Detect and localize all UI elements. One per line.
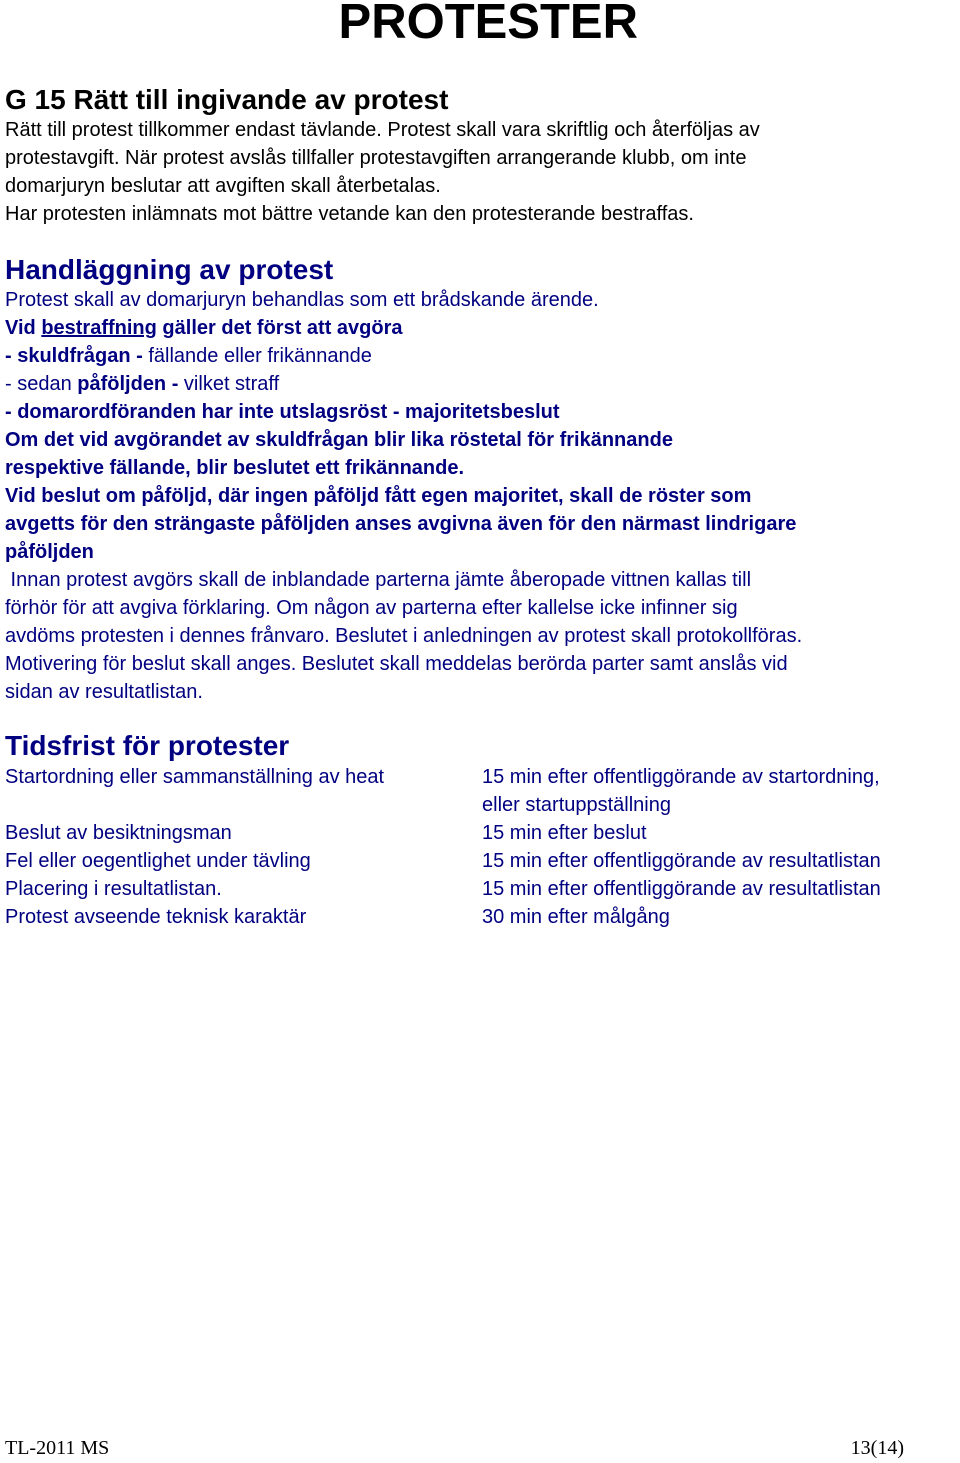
section-g15-line: Har protesten inlämnats mot bättre vetande kan den protesterande bestraffas.	[5, 203, 694, 225]
skuldfragan-line	[5, 342, 957, 370]
rule-line: Vid beslut om påföljd, där ingen påföljd fått egen majoritet, skall de röster som	[5, 485, 752, 507]
section-g15-line: domarjuryn beslutar att avgiften skall återbetalas.	[5, 175, 441, 197]
procedure-line: Innan protest avgörs skall de inblandade parterna jämte åberopade vittnen kallas till	[5, 569, 752, 591]
table-row	[5, 819, 960, 847]
bestraffning-post: gäller det först att avgöra	[156, 317, 403, 339]
bestraffning-line	[5, 314, 957, 342]
skuldfragan-bold: - skuldfrågan -	[5, 345, 143, 367]
table-cell-deadline: 15 min efter offentliggörande av resultatlistan	[482, 878, 881, 900]
table-cell-case: Placering i resultatlistan.	[5, 878, 222, 900]
pafoljden-bold: påföljden -	[77, 373, 179, 395]
section-g15-line: Rätt till protest tillkommer endast tävlande. Protest skall vara skriftlig och återföljas av	[5, 119, 760, 141]
table-row	[5, 763, 960, 791]
pafoljden-pre: - sedan	[5, 373, 78, 395]
table-cell-deadline: 30 min efter målgång	[482, 906, 670, 928]
skuldfragan-rest: fällande eller frikännande	[142, 345, 372, 367]
rule-line: - domarordföranden har inte utslagsröst - majoritetsbeslut	[5, 401, 560, 423]
table-cell-deadline: 15 min efter offentliggörande av resultatlistan	[482, 850, 881, 872]
handlaggning-intro: Protest skall av domarjuryn behandlas som ett brådskande ärende.	[5, 289, 599, 311]
rule-line: Om det vid avgörandet av skuldfrågan blir lika röstetal för frikännande	[5, 429, 673, 451]
procedure-line: sidan av resultatlistan.	[5, 681, 203, 703]
page-footer	[5, 1436, 904, 1460]
rule-line: avgetts för den strängaste påföljden anses avgivna även för den närmast lindrigare	[5, 513, 797, 535]
section-handlaggning	[5, 254, 957, 706]
section-g15	[5, 84, 957, 228]
page-title: PROTESTER	[338, 0, 638, 49]
procedure-line: förhör för att avgiva förklaring. Om någon av parterna efter kallelse icke infinner sig	[5, 597, 738, 619]
table-cell-case: Fel eller oegentlighet under tävling	[5, 850, 311, 872]
footer-document-id: TL-2011 MS	[5, 1437, 110, 1459]
table-cell-deadline: 15 min efter beslut	[482, 822, 647, 844]
footer-page-number: 13(14)	[850, 1437, 904, 1459]
procedure-line: Motivering för beslut skall anges. Beslutet skall meddelas berörda parter samt anslås vid	[5, 653, 788, 675]
pafoljden-line	[5, 370, 957, 398]
pafoljden-rest: vilket straff	[178, 373, 280, 395]
table-row	[5, 791, 960, 819]
table-row	[5, 847, 960, 875]
bestraffning-underlined: bestraffning	[41, 317, 157, 339]
rule-line: respektive fällande, blir beslutet ett frikännande.	[5, 457, 465, 479]
table-cell-case	[5, 791, 482, 819]
bestraffning-pre: Vid	[5, 317, 42, 339]
table-cell-deadline: 15 min efter offentliggörande av startordning,	[482, 766, 880, 788]
table-cell-case: Beslut av besiktningsman	[5, 822, 232, 844]
table-cell-case: Startordning eller sammanställning av heat	[5, 766, 385, 788]
procedure-line: avdöms protesten i dennes frånvaro. Beslutet i anledningen av protest skall protokollföras.	[5, 625, 803, 647]
table-cell-deadline: eller startuppställning	[482, 794, 671, 816]
tidsfrist-table	[5, 763, 960, 931]
table-cell-case: Protest avseende teknisk karaktär	[5, 906, 307, 928]
section-tidsfrist-heading: Tidsfrist för protester	[5, 730, 290, 761]
table-row	[5, 903, 960, 931]
section-tidsfrist	[5, 730, 957, 762]
table-row	[5, 875, 960, 903]
section-g15-heading: G 15 Rätt till ingivande av protest	[5, 84, 449, 115]
rule-line: påföljden	[5, 541, 94, 563]
section-handlaggning-heading: Handläggning av protest	[5, 254, 334, 285]
section-g15-line: protestavgift. När protest avslås tillfaller protestavgiften arrangerande klubb, om inte	[5, 147, 747, 169]
